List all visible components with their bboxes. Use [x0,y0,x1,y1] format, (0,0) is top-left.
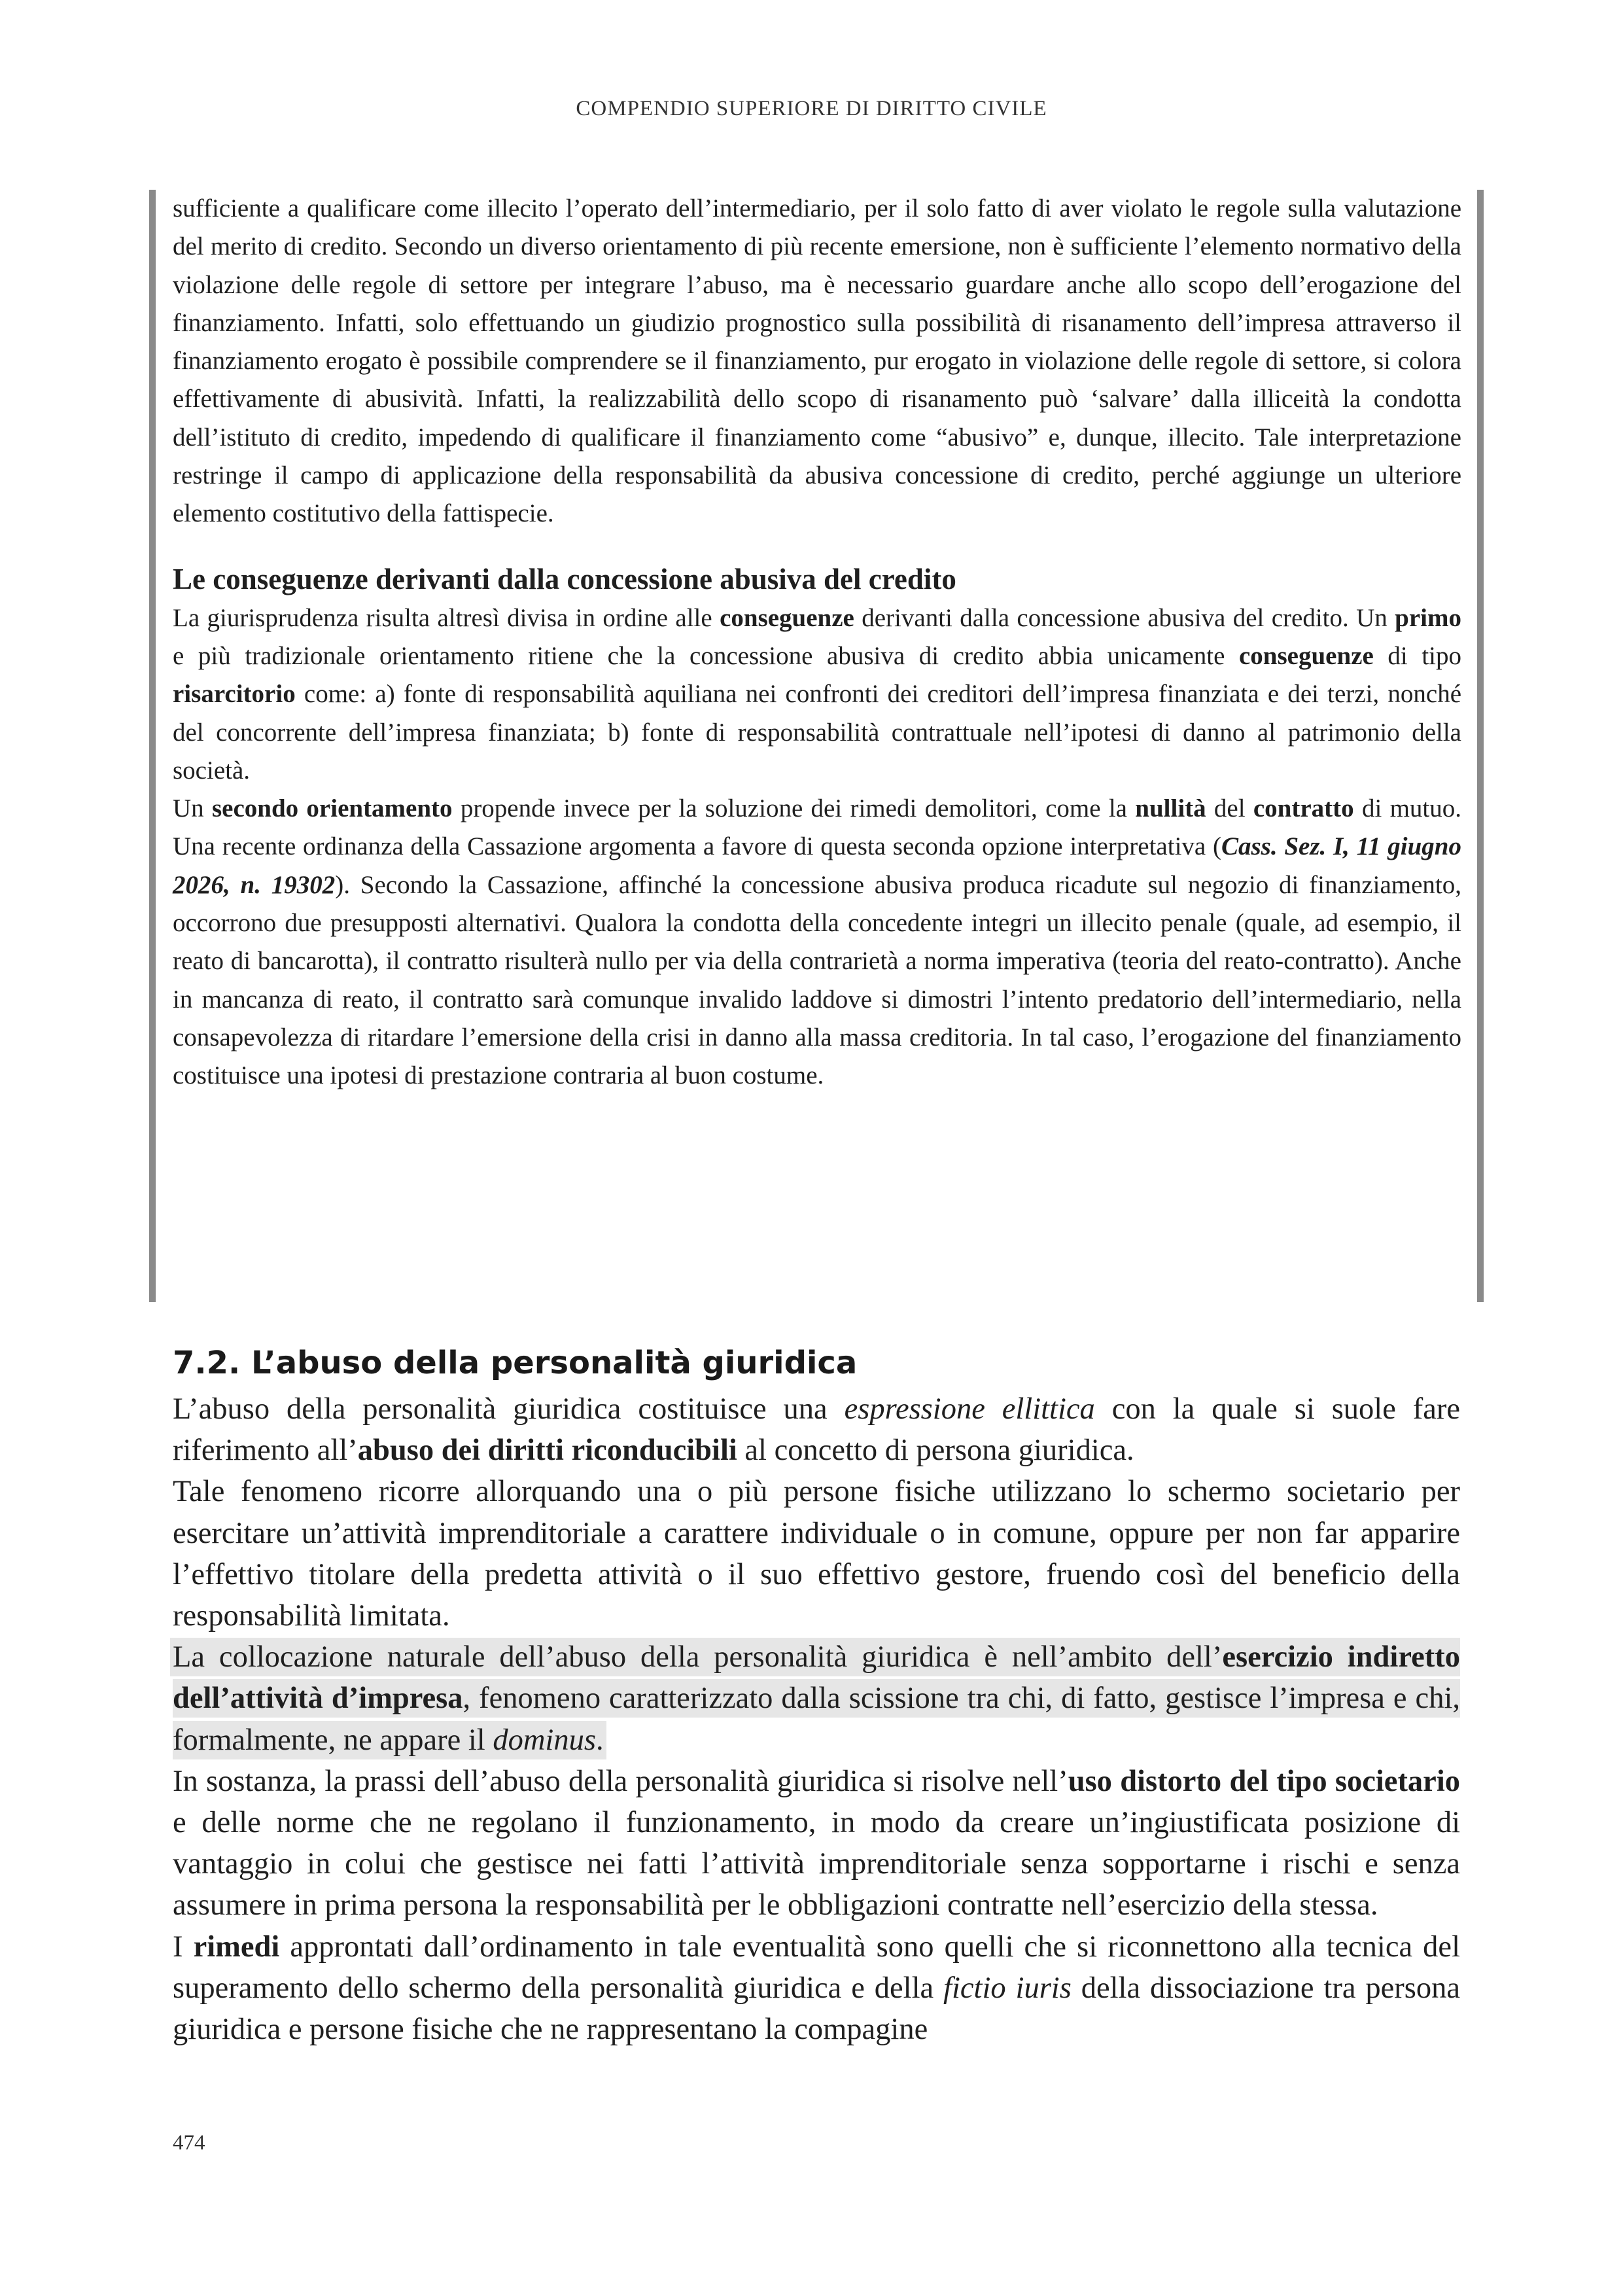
box-paragraph-2: La giurisprudenza risulta altresì divisa in ordine alle conseguenze derivanti dalla concessione abusiva del credito. Un primo e più tradizionale orientamento ritiene che la concessione abusiva di credito abbia unicamente conseguenze di tipo risarcitorio come: a) fonte di responsabilità aquiliana nei confronti dei creditori dell’impresa finanziata e dei terzi, nonché del concorrente dell’impresa finanziata; b) fonte di responsabilità contrattuale nell’ipotesi di danno al patrimonio della società. [173,603,1461,785]
body-paragraph-4: In sostanza, la prassi dell’abuso della personalità giuridica si risolve nell’uso distorto del tipo societario e delle norme che ne regolano il funzionamento, in modo da creare un’ingiustificata posizione di vantaggio in colui che gestisce nei fatti l’attività imprenditoriale senza sopportarne i rischi e senza assumere in prima persona la responsabilità per le obbligazioni contratte nell’esercizio della stessa. [173,1764,1460,1922]
box-heading: Le conseguenze derivanti dalla concessione abusiva del credito [173,562,956,595]
case-citation: Cass. Sez. I, 11 giugno 2026, n. 19302 [173,832,1461,899]
main-body [173,1388,1460,2050]
box-content [173,190,1461,1095]
body-paragraph-3-highlighted [173,1636,1460,1761]
body-paragraph-1: L’abuso della personalità giuridica costituisce una espressione ellittica con la quale si suole fare riferimento all’abuso dei diritti riconducibili al concetto di persona giuridica. [173,1392,1461,1468]
body-paragraph-2: Tale fenomeno ricorre allorquando una o più persone fisiche utilizzano lo schermo societario per esercitare un’attività imprenditoriale a carattere individuale o in comune, oppure per non far apparire l’effettivo titolare della predetta attività o il suo effettivo gestore, fruendo così del beneficio della responsabilità limitata. [173,1475,1460,1633]
boxed-insert [149,190,1484,1302]
running-header: COMPENDIO SUPERIORE DI DIRITTO CIVILE [576,97,1047,120]
box-paragraph-1: sufficiente a qualificare come illecito l’operato dell’intermediario, per il solo fatto di aver violato le regole sulla valutazione del merito di credito. Secondo un diverso orientamento di più recente emersione, non è sufficiente l’elemento normativo della violazione delle regole di settore per integrare l’abuso, ma è necessario guardare anche allo scopo dell’erogazione del finanziamento. Infatti, solo effettuando un giudizio prognostico sulla possibilità di risanamento dell’impresa attraverso il finanziamento erogato è possibile comprendere se il finanziamento, pur erogato in violazione delle regole di settore, si colora effettivamente di abusività. Infatti, la realizzabilità dello scopo di risanamento può ‘salvare’ dalla illiceità la condotta dell’istituto di credito, impedendo di qualificare il finanziamento come “abusivo” e, dunque, illecito. Tale interpretazione restringe il campo di applicazione della responsabilità da abusiva concessione di credito, perché aggiunge un ulteriore elemento costitutivo della fattispecie. [173,194,1461,528]
page-number: 474 [173,2131,205,2155]
highlighted-passage: La collocazione naturale dell’abuso della personalità giuridica è nell’ambito dell’esercizio indiretto dell’attività d’impresa, fenomeno caratterizzato dalla scissione tra chi, di fatto, gestisce l’impresa e chi, formalmente, ne appare il dominus. [173,1640,1460,1757]
box-spacer [173,533,1461,559]
box-left-rule [149,190,156,1302]
body-paragraph-5: I rimedi approntati dall’ordinamento in tale eventualità sono quelli che si riconnettono alla tecnica del superamento dello schermo della personalità giuridica e della fictio iuris della dissociazione tra persona giuridica e persone fisiche che ne rappresentano la compagine [173,1930,1460,2047]
box-paragraph-3: Un secondo orientamento propende invece per la soluzione dei rimedi demolitori, come la nullità del contratto di mutuo. Una recente ordinanza della Cassazione argomenta a favore di questa seconda opzione interpretativa (Cass. Sez. I, 11 giugno 2026, n. 19302). Secondo la Cassazione, affinché la concessione abusiva produca ricadute sul negozio di finanziamento, occorrono due presupposti alternativi. Qualora la condotta della concedente integri un illecito penale (quale, ad esempio, il reato di bancarotta), il contratto risulterà nullo per via della contrarietà a norma imperativa (teoria del reato-contratto). Anche in mancanza di reato, il contratto sarà comunque invalido laddove si dimostri l’intento predatorio dell’intermediario, nella consapevolezza di ritardare l’emersione della crisi in danno alla massa creditoria. In tal caso, l’erogazione del finanziamento costituisce una ipotesi di prestazione contraria al buon costume. [173,794,1461,1090]
box-right-rule [1477,190,1484,1302]
section-title: 7.2. L’abuso della personalità giuridica [173,1345,858,1381]
